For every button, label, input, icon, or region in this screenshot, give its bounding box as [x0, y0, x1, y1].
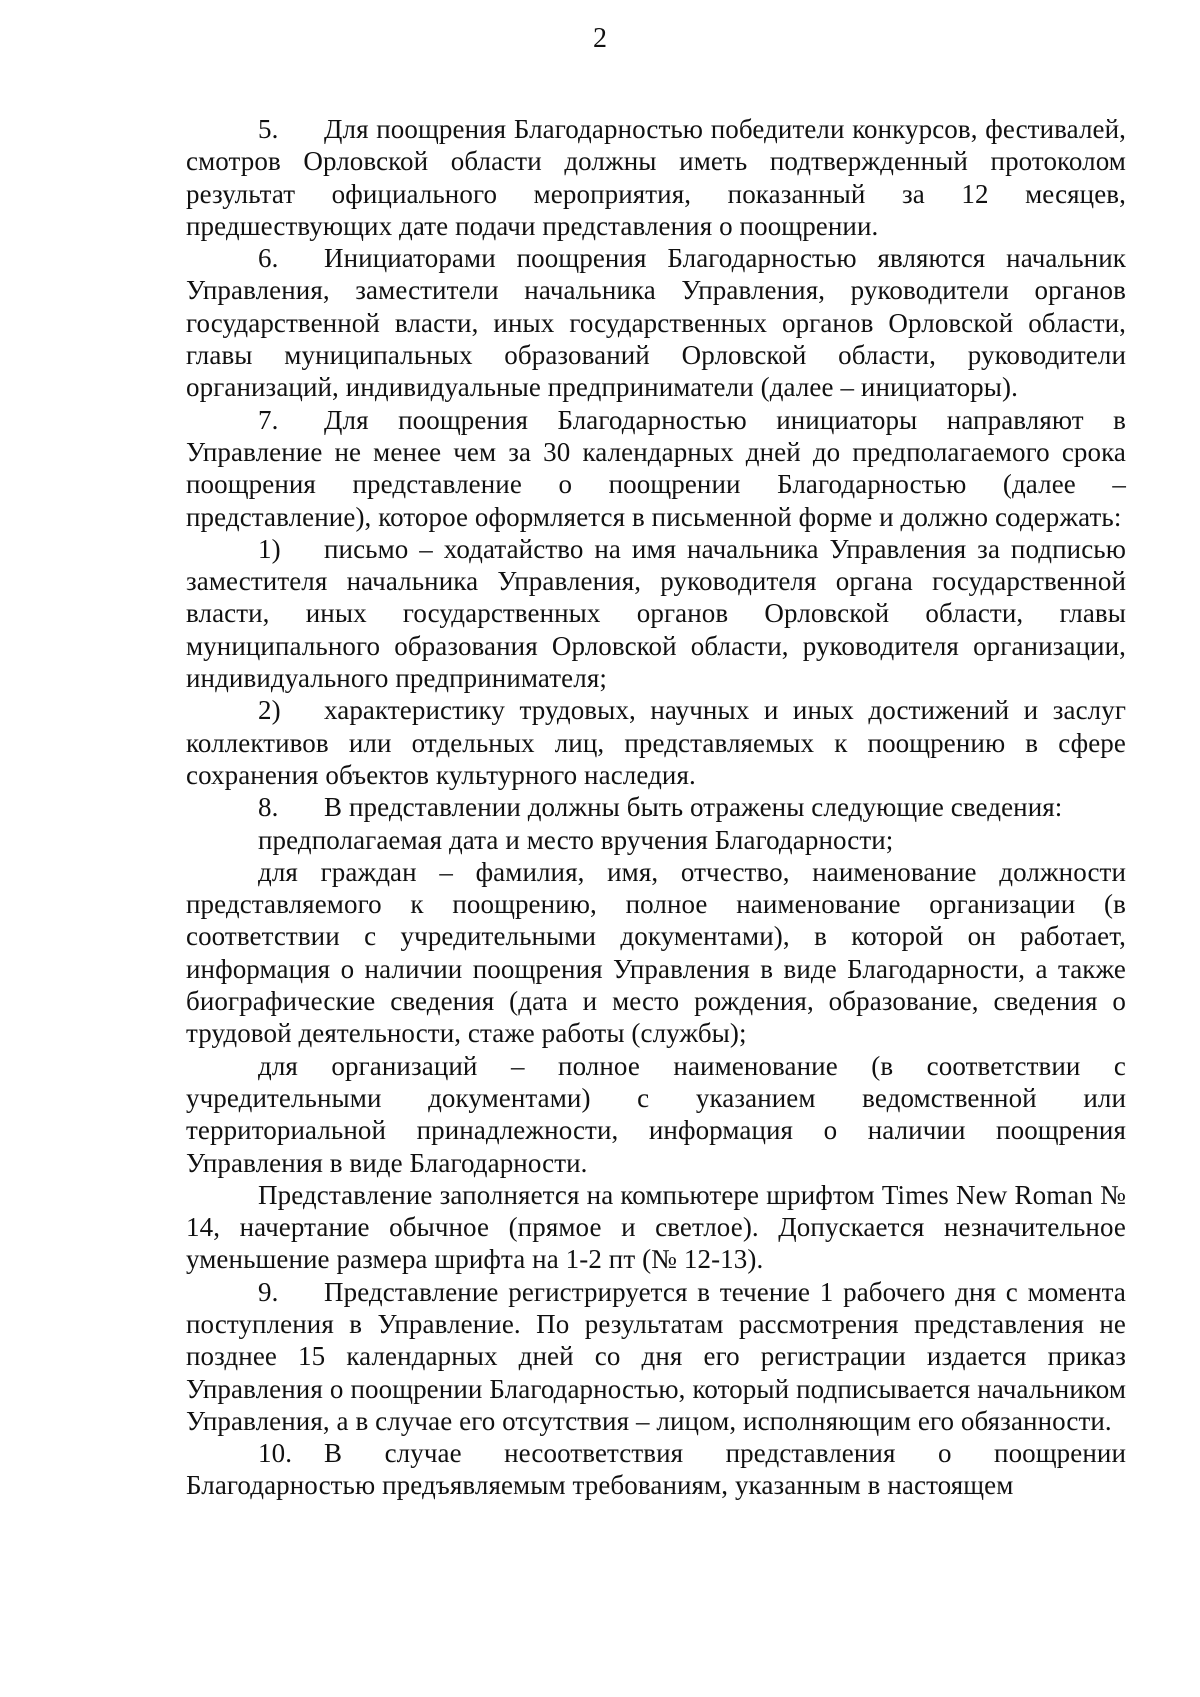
paragraph-7 [186, 404, 1126, 533]
paragraph-8-citizens [186, 856, 1126, 1050]
paragraph-text: письмо – ходатайство на имя начальника Управления за подписью заместителя начальника Управления, руководителя органа государственной власти, иных государственных органов Орловской области, главы муниципального образования Орловской области, руководителя организации, индивидуального предпринимателя; [186, 533, 1126, 694]
paragraph-text: для организаций – полное наименование (в соответствии с учредительными документами) с указанием ведомственной или территориальной принадлежности, информация о наличии поощрения Управления в виде Благодарности. [186, 1050, 1126, 1178]
paragraph-8-organizations [186, 1050, 1126, 1179]
document-body [186, 113, 1126, 1502]
paragraph-number: 5. [258, 114, 279, 144]
paragraph-text: характеристику трудовых, научных и иных достижений и заслуг коллективов или отдельных лиц, представляемых к поощрению в сфере сохранения объектов культурного наследия. [186, 695, 1126, 790]
paragraph-8 [186, 791, 1126, 823]
paragraph-text: предполагаемая дата и место вручения Благодарности; [258, 824, 894, 855]
paragraph-text: Инициаторами поощрения Благодарностью являются начальник Управления, заместители начальника Управления, руководители органов государственной власти, иных государственных органов Орловской области, главы муниципальных образований Орловской области, руководители организаций, индивидуальные предприниматели (далее – инициаторы). [186, 243, 1126, 403]
paragraph-number: 1) [258, 533, 281, 564]
paragraph-number: 7. [258, 404, 279, 435]
paragraph-text: Для поощрения Благодарностью победители конкурсов, фестивалей, смотров Орловской области должны иметь подтвержденный протоколом результат официального мероприятия, показанный за 12 месяцев, предшествующих дате подачи представления о поощрении. [186, 114, 1126, 241]
paragraph-number: 6. [258, 243, 279, 274]
page-number: 2 [593, 23, 607, 54]
paragraph-9 [186, 1276, 1126, 1437]
paragraph-10 [186, 1437, 1126, 1502]
paragraph-number: 9. [258, 1276, 279, 1307]
paragraph-text: для граждан – фамилия, имя, отчество, наименование должности представляемого к поощрению, полное наименование организации (в соответствии с учредительными документами), в которой он работает, информация о наличии поощрения Управления в виде Благодарности, а также биографические сведения (дата и место рождения, образование, сведения о трудовой деятельности, стаже работы (службы); [186, 856, 1126, 1049]
paragraph-6 [186, 242, 1126, 403]
paragraph-8-font-requirements [186, 1179, 1126, 1276]
paragraph-number: 8. [258, 792, 279, 823]
subitem-2 [186, 694, 1126, 791]
paragraph-8-date [186, 824, 1126, 856]
paragraph-text: В случае несоответствия представления о поощрении Благодарностью предъявляемым требованиям, указанным в настоящем [186, 1438, 1126, 1501]
paragraph-5 [186, 113, 1126, 242]
paragraph-text: Для поощрения Благодарностью инициаторы направляют в Управление не менее чем за 30 календарных дней до предполагаемого срока поощрения представление о поощрении Благодарностью (далее – представление), которое оформляется в письменной форме и должно содержать: [186, 404, 1126, 532]
paragraph-number: 10. [258, 1438, 293, 1469]
subitem-1 [186, 533, 1126, 694]
paragraph-text: Представление регистрируется в течение 1 рабочего дня с момента поступления в Управление. По результатам рассмотрения представления не позднее 15 календарных дней со дня его регистрации издается приказ Управления о поощрении Благодарностью, который подписывается начальником Управления, а в случае его отсутствия – лицом, исполняющим его обязанности. [186, 1276, 1126, 1436]
paragraph-text: Представление заполняется на компьютере шрифтом Times New Roman № 14, начертание обычное (прямое и светлое). Допускается незначительное уменьшение размера шрифта на 1-2 пт (№ 12-13). [186, 1179, 1126, 1275]
paragraph-text: В представлении должны быть отражены следующие сведения: [324, 792, 1063, 823]
paragraph-number: 2) [258, 695, 281, 726]
